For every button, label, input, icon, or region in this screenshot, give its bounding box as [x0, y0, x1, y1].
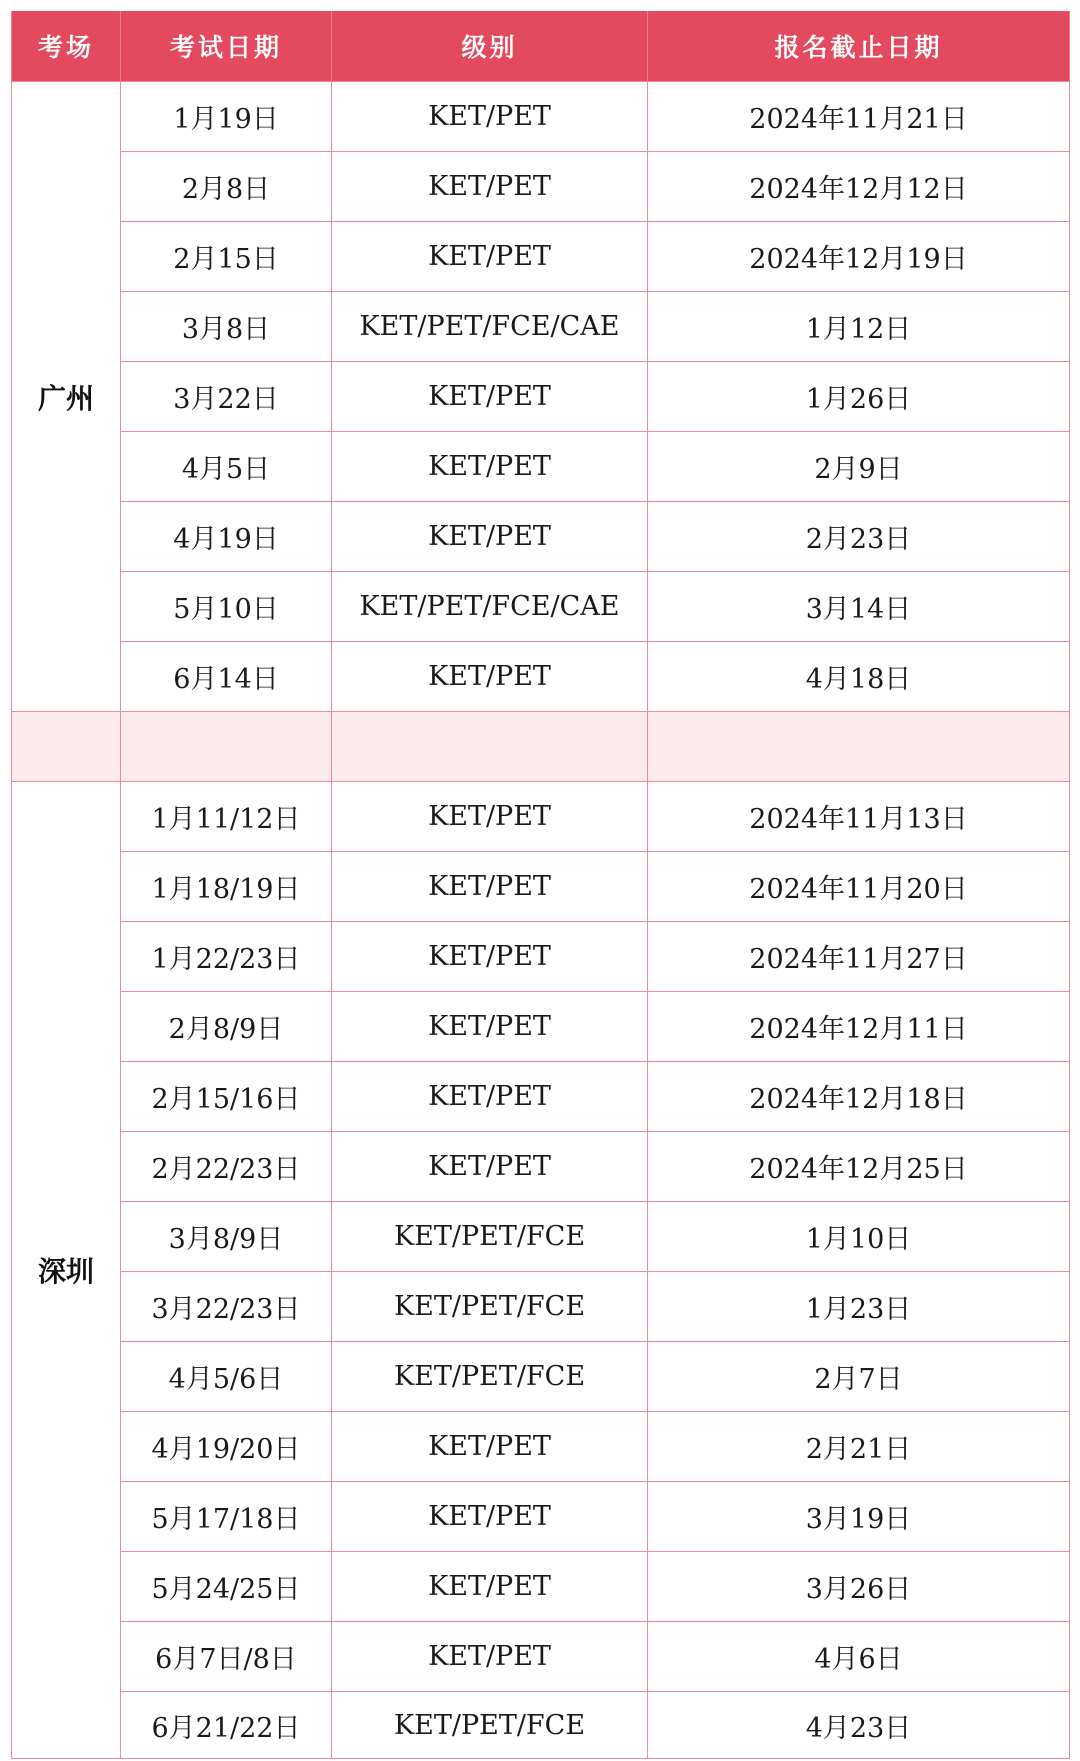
level-cell: KET/PET	[332, 992, 648, 1062]
level-cell: KET/PET	[332, 152, 648, 222]
table-row	[12, 1272, 1070, 1342]
deadline-cell: 4月6日	[648, 1622, 1070, 1692]
level-cell: KET/PET	[332, 432, 648, 502]
table-row	[12, 152, 1070, 222]
level-cell: KET/PET	[332, 1132, 648, 1202]
table-row	[12, 1692, 1070, 1759]
exam-date-cell: 3月8日	[121, 292, 332, 362]
exam-date-cell: 2月15日	[121, 222, 332, 292]
exam-date-cell: 3月22/23日	[121, 1272, 332, 1342]
table-row	[12, 572, 1070, 642]
table-row	[12, 992, 1070, 1062]
exam-date-cell: 4月19日	[121, 502, 332, 572]
deadline-cell: 3月19日	[648, 1482, 1070, 1552]
exam-date-cell: 2月22/23日	[121, 1132, 332, 1202]
spacer-cell	[332, 712, 648, 782]
venue-shenzhen: 深圳	[12, 782, 121, 1759]
exam-date-cell: 4月5/6日	[121, 1342, 332, 1412]
exam-date-cell: 2月8/9日	[121, 992, 332, 1062]
header-exam-date: 考试日期	[121, 11, 332, 82]
level-cell: KET/PET	[332, 502, 648, 572]
table-row	[12, 1342, 1070, 1412]
deadline-cell: 3月26日	[648, 1552, 1070, 1622]
deadline-cell: 2024年12月18日	[648, 1062, 1070, 1132]
exam-date-cell: 1月19日	[121, 82, 332, 152]
exam-date-cell: 2月15/16日	[121, 1062, 332, 1132]
level-cell: KET/PET	[332, 222, 648, 292]
deadline-cell: 2月21日	[648, 1412, 1070, 1482]
table-row	[12, 1482, 1070, 1552]
exam-date-cell: 5月24/25日	[121, 1552, 332, 1622]
exam-date-cell: 4月5日	[121, 432, 332, 502]
deadline-cell: 2月7日	[648, 1342, 1070, 1412]
deadline-cell: 2024年11月27日	[648, 922, 1070, 992]
level-cell: KET/PET	[332, 1482, 648, 1552]
level-cell: KET/PET/FCE/CAE	[332, 572, 648, 642]
header-venue: 考场	[12, 11, 121, 82]
exam-date-cell: 2月8日	[121, 152, 332, 222]
exam-date-cell: 4月19/20日	[121, 1412, 332, 1482]
exam-date-cell: 1月11/12日	[121, 782, 332, 852]
table-row	[12, 292, 1070, 362]
deadline-cell: 1月23日	[648, 1272, 1070, 1342]
level-cell: KET/PET/FCE/CAE	[332, 292, 648, 362]
exam-date-cell: 6月7日/8日	[121, 1622, 332, 1692]
exam-date-cell: 6月14日	[121, 642, 332, 712]
deadline-cell: 2024年11月20日	[648, 852, 1070, 922]
exam-date-cell: 3月8/9日	[121, 1202, 332, 1272]
table-row	[12, 222, 1070, 292]
exam-date-cell: 5月10日	[121, 572, 332, 642]
table-row	[12, 502, 1070, 572]
deadline-cell: 2024年11月21日	[648, 82, 1070, 152]
exam-date-cell: 6月21/22日	[121, 1692, 332, 1759]
table-row	[12, 1132, 1070, 1202]
deadline-cell: 1月10日	[648, 1202, 1070, 1272]
table-row	[12, 362, 1070, 432]
deadline-cell: 3月14日	[648, 572, 1070, 642]
exam-date-cell: 1月18/19日	[121, 852, 332, 922]
deadline-cell: 2月9日	[648, 432, 1070, 502]
deadline-cell: 2月23日	[648, 502, 1070, 572]
level-cell: KET/PET	[332, 82, 648, 152]
deadline-cell: 2024年12月19日	[648, 222, 1070, 292]
table-row	[12, 1552, 1070, 1622]
deadline-cell: 4月23日	[648, 1692, 1070, 1759]
spacer-cell	[648, 712, 1070, 782]
exam-date-cell: 1月22/23日	[121, 922, 332, 992]
table-row	[12, 1412, 1070, 1482]
section-spacer-row	[12, 712, 1070, 782]
deadline-cell: 4月18日	[648, 642, 1070, 712]
table-row	[12, 642, 1070, 712]
table-header	[12, 11, 1070, 82]
level-cell: KET/PET/FCE	[332, 1272, 648, 1342]
table-body	[12, 82, 1070, 1759]
header-deadline: 报名截止日期	[648, 11, 1070, 82]
table-row	[12, 82, 1070, 152]
table-row	[12, 1062, 1070, 1132]
header-row	[12, 11, 1070, 82]
level-cell: KET/PET	[332, 782, 648, 852]
deadline-cell: 2024年12月12日	[648, 152, 1070, 222]
table-row	[12, 852, 1070, 922]
exam-date-cell: 5月17/18日	[121, 1482, 332, 1552]
level-cell: KET/PET	[332, 362, 648, 432]
level-cell: KET/PET	[332, 852, 648, 922]
level-cell: KET/PET	[332, 1552, 648, 1622]
level-cell: KET/PET/FCE	[332, 1692, 648, 1759]
spacer-cell	[121, 712, 332, 782]
level-cell: KET/PET	[332, 1412, 648, 1482]
deadline-cell: 1月12日	[648, 292, 1070, 362]
spacer-cell	[12, 712, 121, 782]
level-cell: KET/PET/FCE	[332, 1342, 648, 1412]
level-cell: KET/PET	[332, 922, 648, 992]
exam-schedule-table	[11, 11, 1070, 1759]
exam-date-cell: 3月22日	[121, 362, 332, 432]
level-cell: KET/PET/FCE	[332, 1202, 648, 1272]
table-row	[12, 1202, 1070, 1272]
table-row	[12, 922, 1070, 992]
deadline-cell: 2024年12月11日	[648, 992, 1070, 1062]
deadline-cell: 2024年12月25日	[648, 1132, 1070, 1202]
level-cell: KET/PET	[332, 1062, 648, 1132]
table-row	[12, 432, 1070, 502]
table-row	[12, 1622, 1070, 1692]
level-cell: KET/PET	[332, 642, 648, 712]
deadline-cell: 1月26日	[648, 362, 1070, 432]
level-cell: KET/PET	[332, 1622, 648, 1692]
deadline-cell: 2024年11月13日	[648, 782, 1070, 852]
venue-guangzhou: 广州	[12, 82, 121, 712]
table-row	[12, 782, 1070, 852]
header-level: 级别	[332, 11, 648, 82]
